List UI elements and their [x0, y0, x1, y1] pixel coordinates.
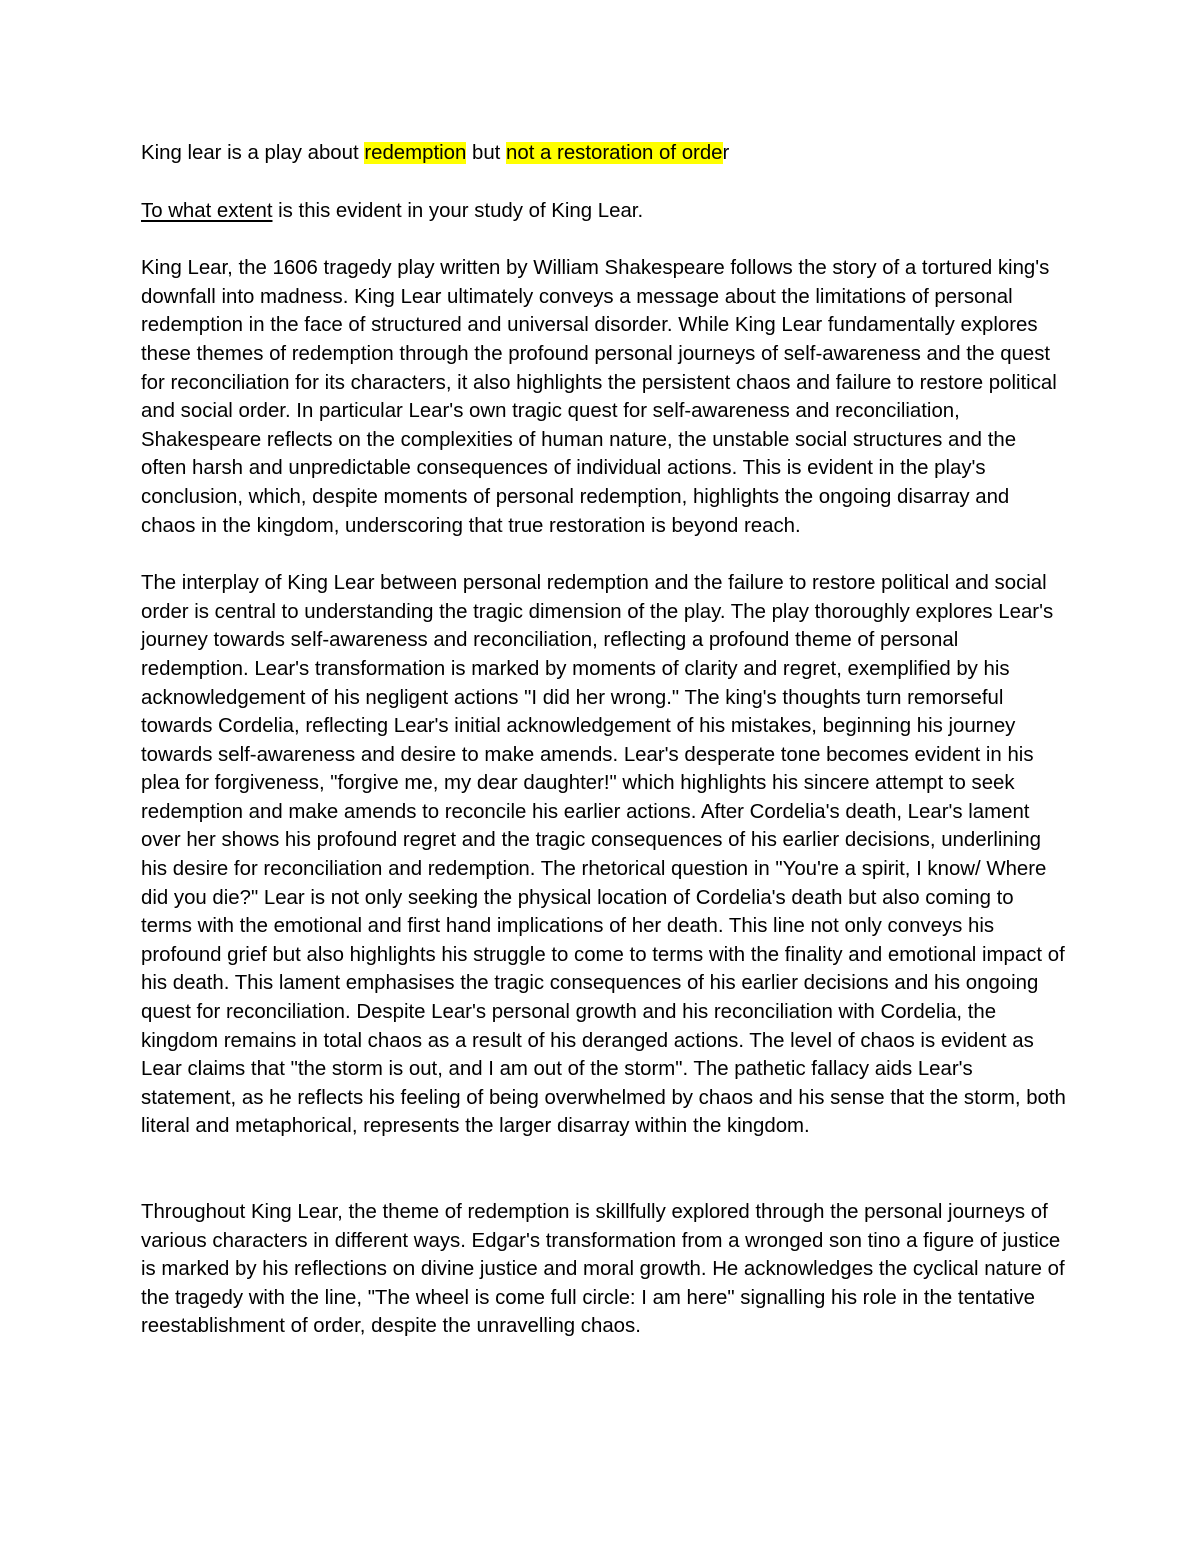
paragraph-body-2: Throughout King Lear, the theme of redemption is skillfully explored through the personal journeys of various characters in different ways. Edgar's transformation from a wronged son tino a figure of justice is marked by his reflections on divine justice and moral growth. He acknowledges the cyclical nature of the tragedy with the line, "The wheel is come full circle: I am here" signalling his role in the tentative reestablishment of order, despite the unravelling chaos.: [141, 1201, 1065, 1338]
title-text-1: King lear is a play about: [141, 142, 365, 164]
question-rest: is this evident in your study of King Lear.: [272, 199, 644, 222]
question-underlined: To what extent: [141, 199, 273, 222]
essay-title: [141, 139, 1066, 168]
paragraph-introduction: King Lear, the 1606 tragedy play written by William Shakespeare follows the story of a tortured king's downfall into madness. King Lear ultimately conveys a message about the limitations of personal redemption in the face of structured and universal disorder. While King Lear fundamentally explores these themes of redemption through the profound personal journeys of self-awareness and the quest for reconciliation for its characters, it also highlights the persistent chaos and failure to restore political and social order. In particular Lear's own tragic quest for self-awareness and reconciliation, Shakespeare reflects on the complexities of human nature, the unstable social structures and the often harsh and unpredictable consequences of individual actions. This is evident in the play's conclusion, which, despite moments of personal redemption, highlights the ongoing disarray and chaos in the kingdom, underscoring that true restoration is beyond reach.: [141, 257, 1057, 537]
title-highlight-order: not a restoration of orde: [506, 142, 723, 164]
essay-question: [141, 197, 1066, 226]
paragraph-body-1: The interplay of King Lear between personal redemption and the failure to restore political and social order is central to understanding the tragic dimension of the play. The play thoroughly explores Lear's journey towards self-awareness and reconciliation, reflecting a profound theme of personal redemption. Lear's transformation is marked by moments of clarity and regret, exemplified by his acknowledgement of his negligent actions "I did her wrong." The king's thoughts turn remorseful towards Cordelia, reflecting Lear's initial acknowledgement of his mistakes, beginning his journey towards self-awareness and desire to make amends. Lear's desperate tone becomes evident in his plea for forgiveness, "forgive me, my dear daughter!" which highlights his sincere attempt to seek redemption and make amends to reconcile his earlier actions. After Cordelia's death, Lear's lament over her shows his profound regret and the tragic consequences of his earlier decisions, underlining his desire for reconciliation and redemption. The rhetorical question in "You're a spirit, I know/ Where did you die?" Lear is not only seeking the physical location of Cordelia's death but also coming to terms with the emotional and first hand implications of her death. This line not only conveys his profound grief but also highlights his struggle to come to terms with the finality and emotional impact of his death. This lament emphasises the tragic consequences of his earlier decisions and his ongoing quest for reconciliation. Despite Lear's personal growth and his reconciliation with Cordelia, the kingdom remains in total chaos as a result of his deranged actions. The level of chaos is evident as Lear claims that "the storm is out, and I am out of the storm". The pathetic fallacy aids Lear's statement, as he reflects his feeling of being overwhelmed by chaos and his sense that the storm, both literal and metaphorical, represents the larger disarray within the kingdom.: [141, 572, 1066, 1138]
title-text-3: r: [722, 142, 730, 164]
title-highlight-redemption: redemption: [364, 142, 467, 164]
title-text-2: but: [466, 142, 507, 164]
document-body: [141, 139, 1066, 1341]
